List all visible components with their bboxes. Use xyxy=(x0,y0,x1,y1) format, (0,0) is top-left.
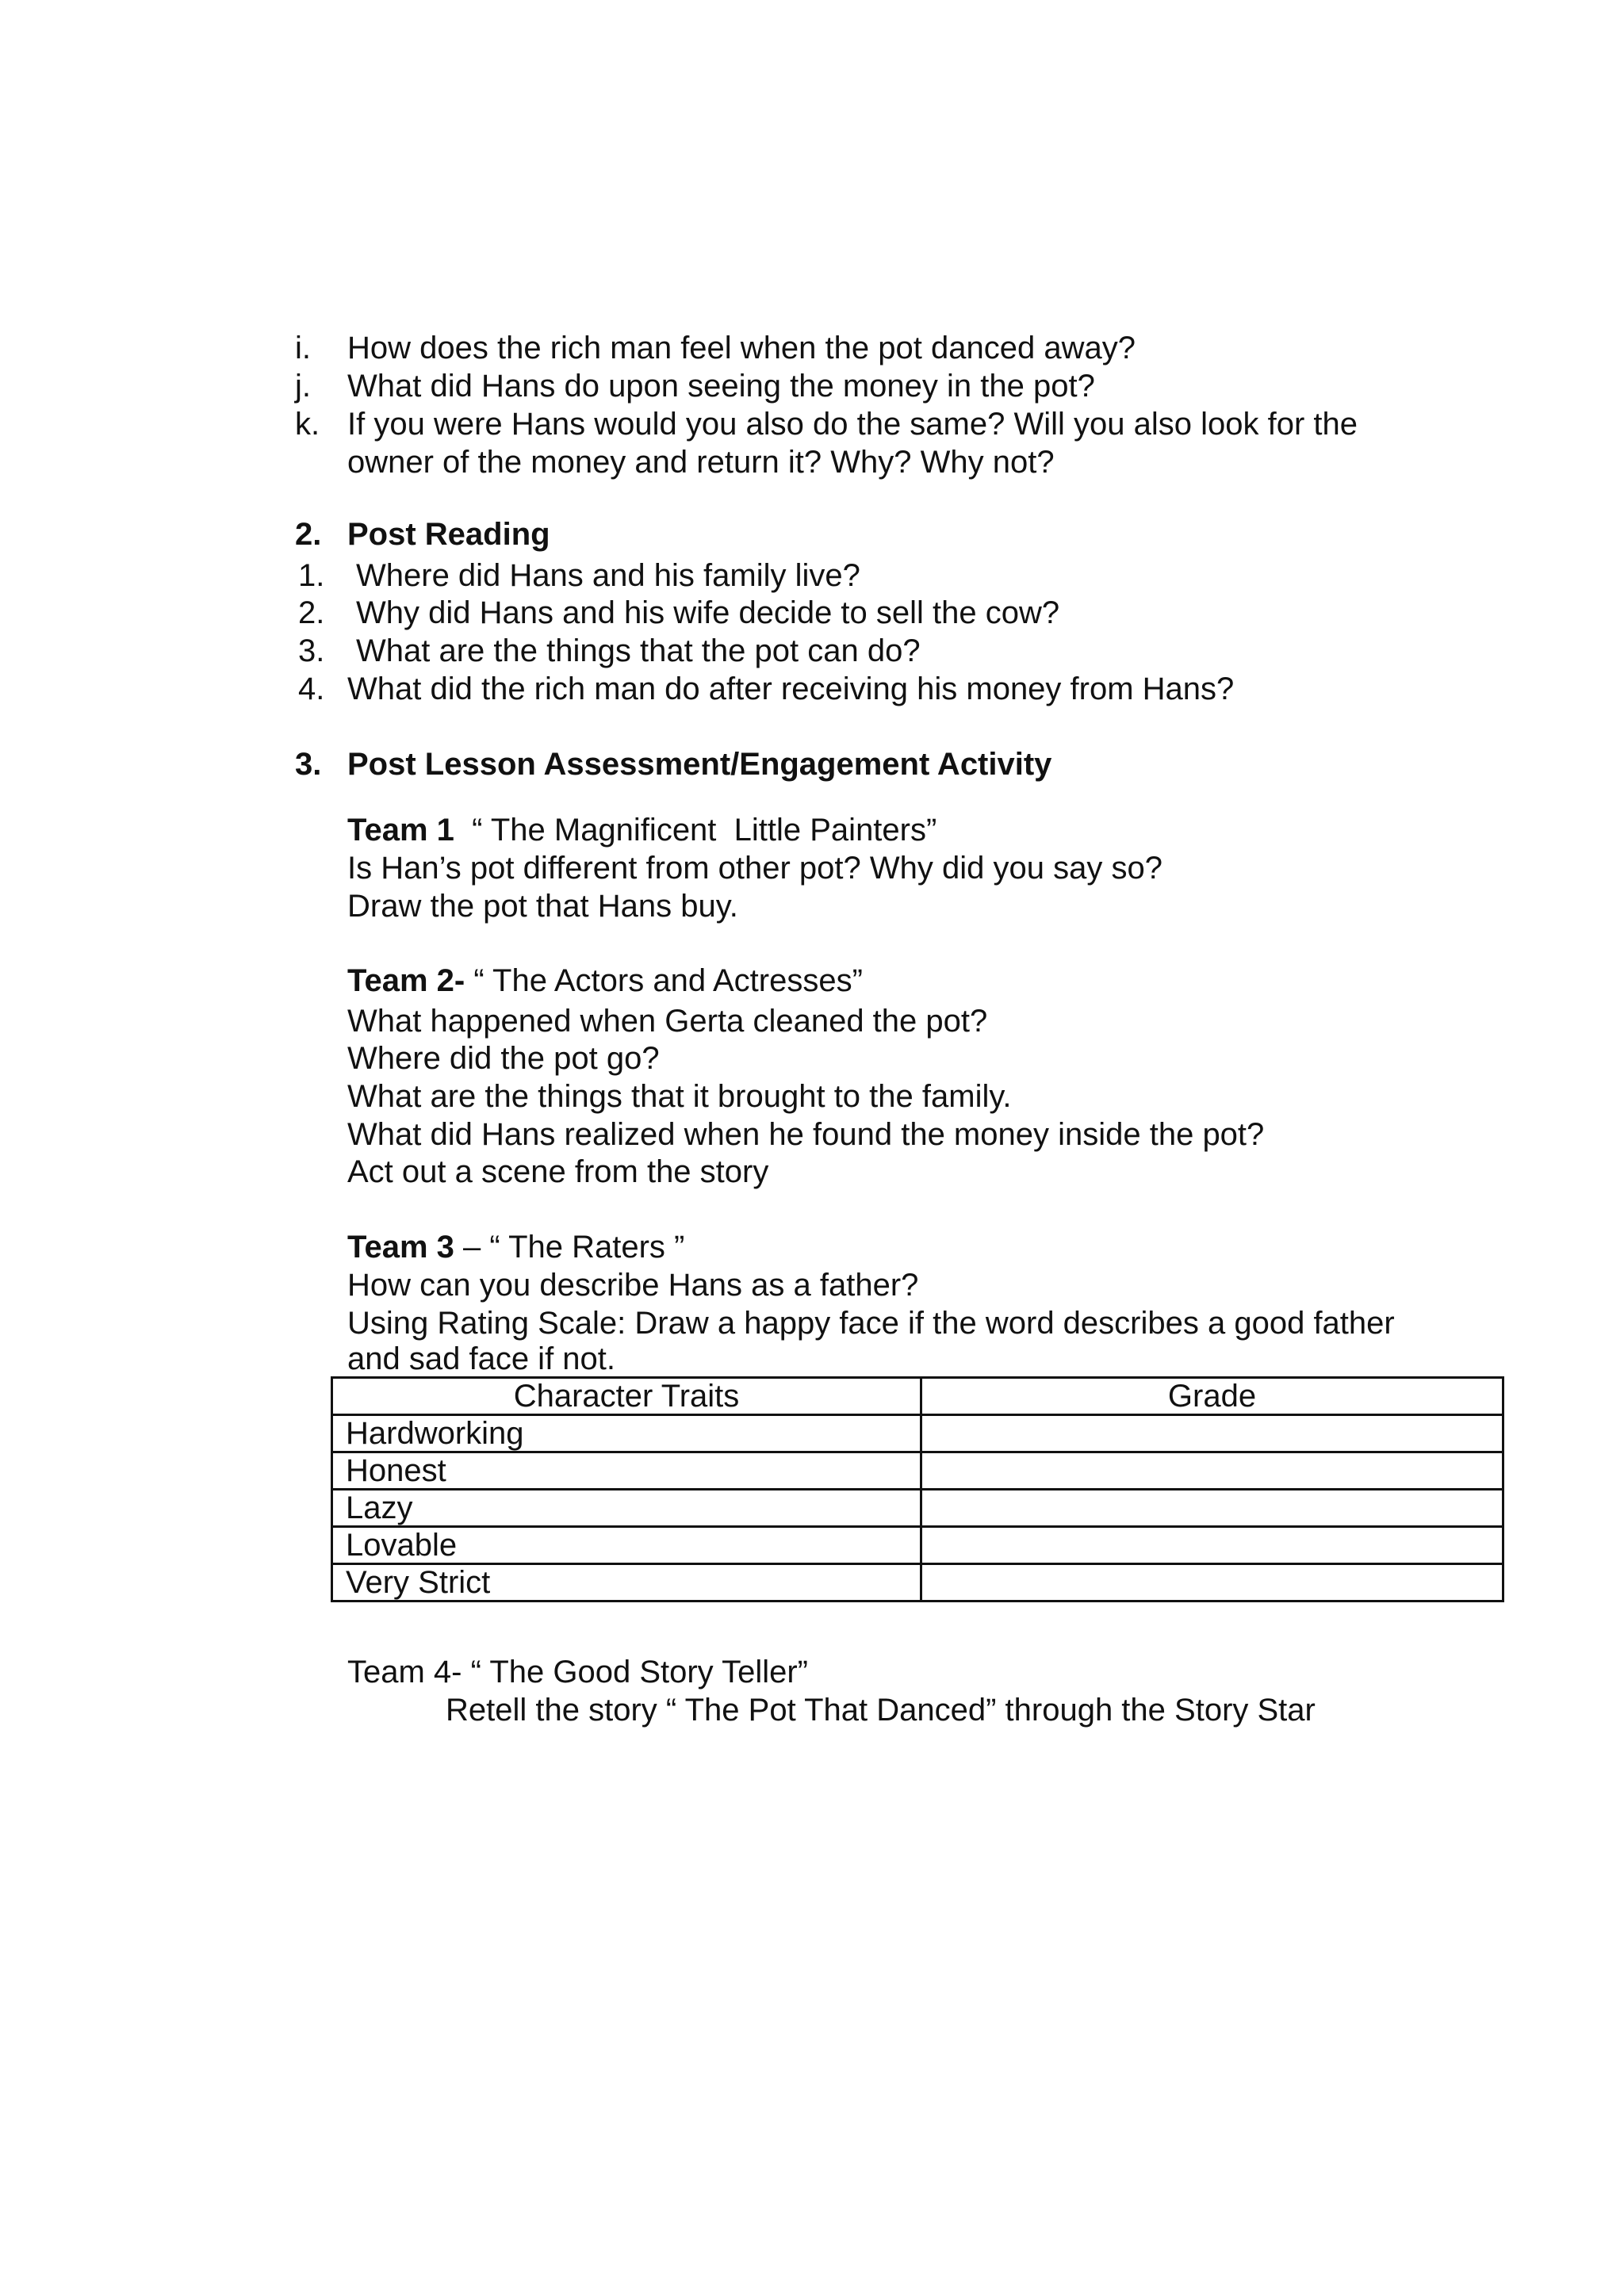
team3-title-line xyxy=(347,1228,684,1266)
post-reading-item-2: Why did Hans and his wife decide to sell the cow? xyxy=(356,595,1060,630)
team4-task: Retell the story “ The Pot That Danced” through the Story Star xyxy=(446,1693,1316,1728)
question-j-marker: j. xyxy=(295,369,311,404)
team2-title: “ The Actors and Actresses” xyxy=(465,963,863,998)
team2-task: Act out a scene from the story xyxy=(347,1154,769,1189)
post-reading-item-1-marker: 1. xyxy=(298,558,325,593)
team2-question-3: What are the things that it brought to the family. xyxy=(347,1079,1012,1114)
assessment-heading: Post Lesson Assessment/Engagement Activity xyxy=(347,747,1052,782)
table-row xyxy=(332,1490,1503,1527)
post-reading-heading: Post Reading xyxy=(347,517,550,552)
trait-cell: Hardworking xyxy=(332,1415,921,1452)
table-row xyxy=(332,1415,1503,1452)
team1-task: Draw the pot that Hans buy. xyxy=(347,889,738,924)
team2-label: Team 2- xyxy=(347,963,465,998)
team1-label: Team 1 xyxy=(347,813,454,848)
trait-cell: Honest xyxy=(332,1452,921,1490)
grade-cell[interactable] xyxy=(921,1527,1503,1564)
trait-cell: Lovable xyxy=(332,1527,921,1564)
team2-question-1: What happened when Gerta cleaned the pot? xyxy=(347,1004,988,1039)
post-reading-number: 2. xyxy=(295,517,322,552)
grade-cell[interactable] xyxy=(921,1564,1503,1601)
post-reading-item-4-marker: 4. xyxy=(298,672,325,706)
grade-cell[interactable] xyxy=(921,1490,1503,1527)
question-k-marker: k. xyxy=(295,407,320,442)
question-k-text: If you were Hans would you also do the same? Will you also look for the xyxy=(347,407,1358,442)
team2-question-4: What did Hans realized when he found the money inside the pot? xyxy=(347,1117,1265,1152)
team3-instruction-2: and sad face if not. xyxy=(347,1341,616,1376)
team3-instruction-1: Using Rating Scale: Draw a happy face if the word describes a good father xyxy=(347,1306,1395,1341)
trait-cell: Lazy xyxy=(332,1490,921,1527)
team1-question: Is Han’s pot different from other pot? Why did you say so? xyxy=(347,851,1162,886)
rating-scale-table xyxy=(331,1376,1504,1602)
team2-question-2: Where did the pot go? xyxy=(347,1041,660,1076)
question-k-text-continued: owner of the money and return it? Why? Why not? xyxy=(347,445,1055,480)
grade-cell[interactable] xyxy=(921,1452,1503,1490)
trait-cell: Very Strict xyxy=(332,1564,921,1601)
team4-title: Team 4- “ The Good Story Teller” xyxy=(347,1655,808,1689)
team1-title: “ The Magnificent Little Painters” xyxy=(454,813,937,848)
post-reading-item-1: Where did Hans and his family live? xyxy=(356,558,860,593)
team3-label: Team 3 xyxy=(347,1230,454,1265)
team3-title: – “ The Raters ” xyxy=(454,1230,685,1265)
question-i-marker: i. xyxy=(295,331,311,365)
post-reading-item-3: What are the things that the pot can do? xyxy=(356,633,921,668)
team3-question: How can you describe Hans as a father? xyxy=(347,1268,919,1303)
post-reading-item-3-marker: 3. xyxy=(298,633,325,668)
question-i-text: How does the rich man feel when the pot danced away? xyxy=(347,331,1136,365)
table-row xyxy=(332,1564,1503,1601)
question-j-text: What did Hans do upon seeing the money in the pot? xyxy=(347,369,1095,404)
table-row xyxy=(332,1527,1503,1564)
assessment-number: 3. xyxy=(295,747,322,782)
table-header-row xyxy=(332,1378,1503,1415)
post-reading-item-2-marker: 2. xyxy=(298,595,325,630)
grade-cell[interactable] xyxy=(921,1415,1503,1452)
header-character-traits: Character Traits xyxy=(332,1378,921,1415)
post-reading-item-4: What did the rich man do after receiving his money from Hans? xyxy=(347,672,1235,706)
team1-title-line xyxy=(347,811,936,849)
table-row xyxy=(332,1452,1503,1490)
team2-title-line xyxy=(347,962,863,1000)
header-grade: Grade xyxy=(921,1378,1503,1415)
